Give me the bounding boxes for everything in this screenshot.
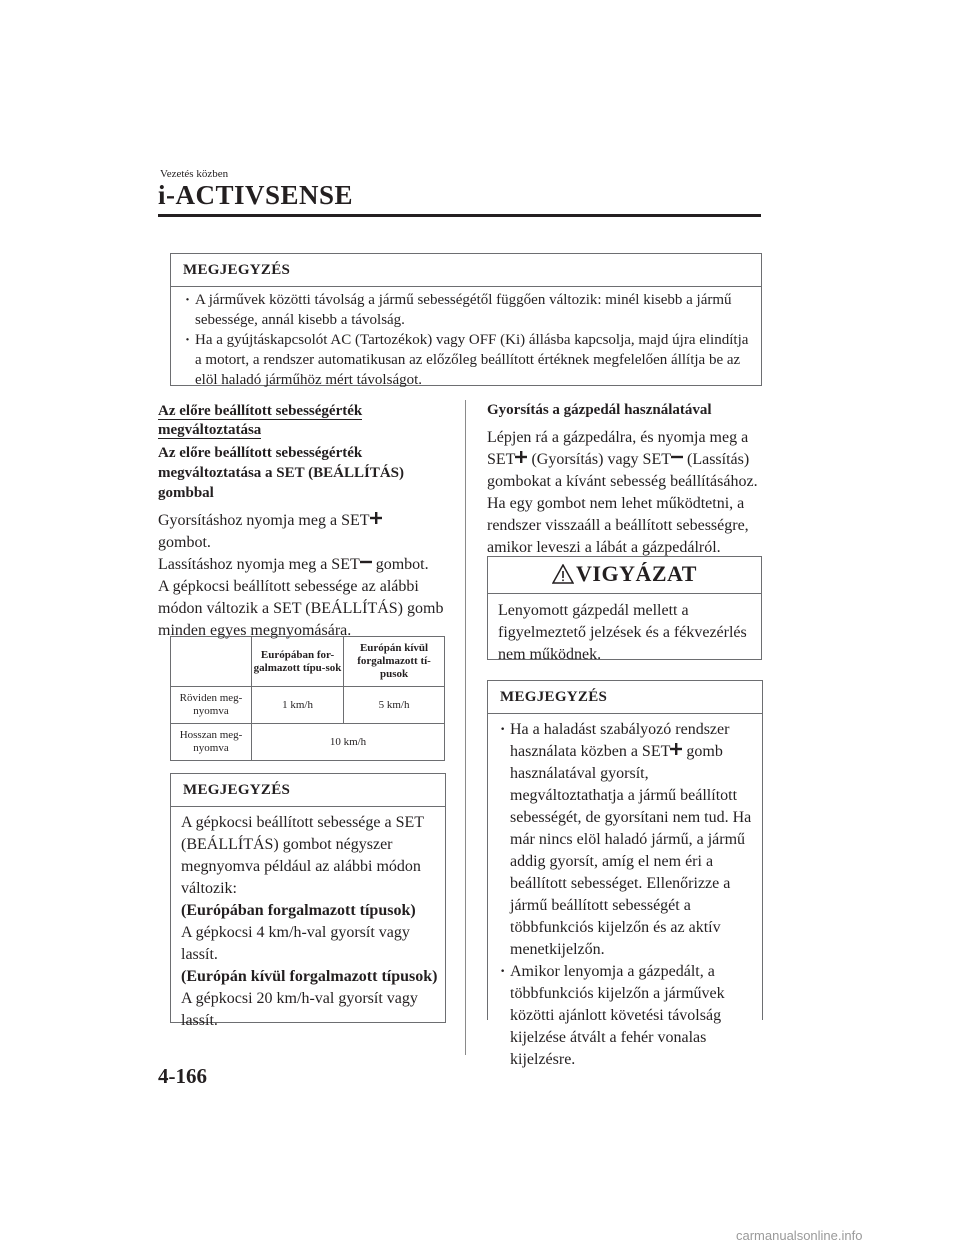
- warning-box: [487, 556, 762, 663]
- minus-icon: [671, 451, 683, 463]
- warning-text: Lenyomott gázpedál mellett a figyelmeztető jelzések és a fékvezérlés nem működnek.: [498, 602, 747, 663]
- heading-line-2: megváltoztatása: [158, 422, 262, 438]
- table-row-label: Röviden meg-nyomva: [171, 687, 252, 724]
- decel-text-end: gombot.: [371, 556, 429, 573]
- speed-table: [170, 636, 445, 761]
- note-heading: MEGJEGYZÉS: [488, 681, 762, 714]
- table-header-eu: Európában for-galmazott típu-sok: [252, 637, 344, 687]
- note-paragraph: A gépkocsi 20 km/h-val gyorsít vagy lassít.: [181, 990, 418, 1029]
- accelerator-text-3: (Lassítás) gombokat a kívánt sebesség beállításához. Ha egy gombot nem lehet működtetni, a rendszer visszaáll a beállított sebességre, amikor leveszi a lábát a gázpedálról.: [487, 451, 758, 556]
- page-title: i-ACTIVSENSE: [158, 180, 354, 210]
- accelerator-text-2: (Gyorsítás) vagy SET: [527, 451, 671, 468]
- note-paragraph: A gépkocsi beállított sebessége a SET (BEÁLLÍTÁS) gombot négyszer megnyomva például az alábbi módon változik:: [181, 814, 424, 897]
- accelerator-heading: Gyorsítás a gázpedál használatával: [487, 402, 712, 418]
- table-cell: 10 km/h: [252, 724, 445, 761]
- note-box-left: [170, 773, 446, 1029]
- note-box-top: [170, 253, 762, 386]
- plus-icon: [670, 743, 682, 755]
- table-row: [171, 687, 445, 724]
- plus-icon: [370, 512, 382, 524]
- note-bullet: [490, 719, 756, 961]
- accel-text: Gyorsításhoz nyomja meg a SET: [158, 512, 370, 529]
- note-box-right: [487, 680, 763, 1068]
- title-rule: [158, 214, 761, 217]
- table-header-row: [171, 637, 445, 687]
- table-row: [171, 724, 445, 761]
- note-bullet-text: gomb használatával gyorsít, megváltoztathatja a jármű beállított sebességét, de gyorsítani nem tud. Ha már nincs elöl haladó jármű, a jármű addig gyorsít, amíg el nem éri a beállított sebességet. Ellenőrizze a jármű beállított sebességét a többfunkciós kijelzőn és az aktív menetkijelzőn.: [510, 743, 752, 958]
- speed-change-text: A gépkocsi beállított sebessége az alábbi módon változik a SET (BEÁLLÍTÁS) gomb minden egyes megnyomására.: [158, 578, 444, 639]
- table-cell: 5 km/h: [344, 687, 445, 724]
- note-paragraph: A gépkocsi 4 km/h-val gyorsít vagy lassít.: [181, 924, 410, 963]
- note-bullet: · Ha a gyújtáskapcsolót AC (Tartozékok) vagy OFF (Ki) állásba kapcsolja, majd újra elindítja a motort, a rendszer automatikusan az előzőleg beállított értéknek megfelelően állítja be az elöl haladó járműhöz mért távolságot.: [175, 330, 751, 390]
- plus-icon: [515, 451, 527, 463]
- minus-icon: [360, 556, 372, 568]
- warning-header: [488, 557, 761, 594]
- note-heading: MEGJEGYZÉS: [171, 254, 761, 287]
- note-bullet-text: Ha a haladást szabályozó rendszer használata közben a SET: [510, 721, 730, 760]
- note-subheading: (Európában forgalmazott típusok): [181, 902, 416, 919]
- section-label: Vezetés közben: [160, 168, 229, 180]
- table-header-empty: [171, 637, 252, 687]
- warning-triangle-icon: [552, 564, 574, 584]
- note-bullet: · A járművek közötti távolság a jármű sebességétől függően változik: minél kisebb a jármű sebessége, annál kisebb a távolság.: [175, 290, 751, 330]
- instructions-paragraph: [158, 510, 453, 642]
- column-divider: [465, 400, 466, 1055]
- note-heading: MEGJEGYZÉS: [171, 774, 445, 807]
- decel-text: Lassításhoz nyomja meg a SET: [158, 556, 360, 573]
- accelerator-text-1: Lépjen rá a gázpedálra, és nyomja meg a SET: [487, 429, 749, 468]
- subheading: Az előre beállított sebességérték megváltoztatása a SET (BEÁLLÍTÁS) gombbal: [158, 445, 404, 501]
- section-heading: [158, 402, 362, 440]
- heading-line-1: Az előre beállított sebességérték: [158, 403, 363, 419]
- note-bullet: · Amikor lenyomja a gázpedált, a többfunkciós kijelzőn a járművek közötti ajánlott követési távolság kijelzése átvált a fehér vonalas kijelzésre.: [490, 961, 756, 1071]
- table-header-non-eu: Európán kívül forgalmazott tí-pusok: [344, 637, 445, 687]
- page-number: 4-166: [158, 1064, 207, 1088]
- warning-heading: VIGYÁZAT: [576, 561, 697, 586]
- watermark: carmanualsonline.info: [736, 1228, 863, 1243]
- table-cell: 1 km/h: [252, 687, 344, 724]
- accelerator-paragraph: [487, 427, 762, 559]
- accel-text-end: gombot.: [158, 534, 211, 551]
- note-subheading: (Európán kívül forgalmazott típusok): [181, 968, 438, 985]
- table-row-label: Hosszan meg-nyomva: [171, 724, 252, 761]
